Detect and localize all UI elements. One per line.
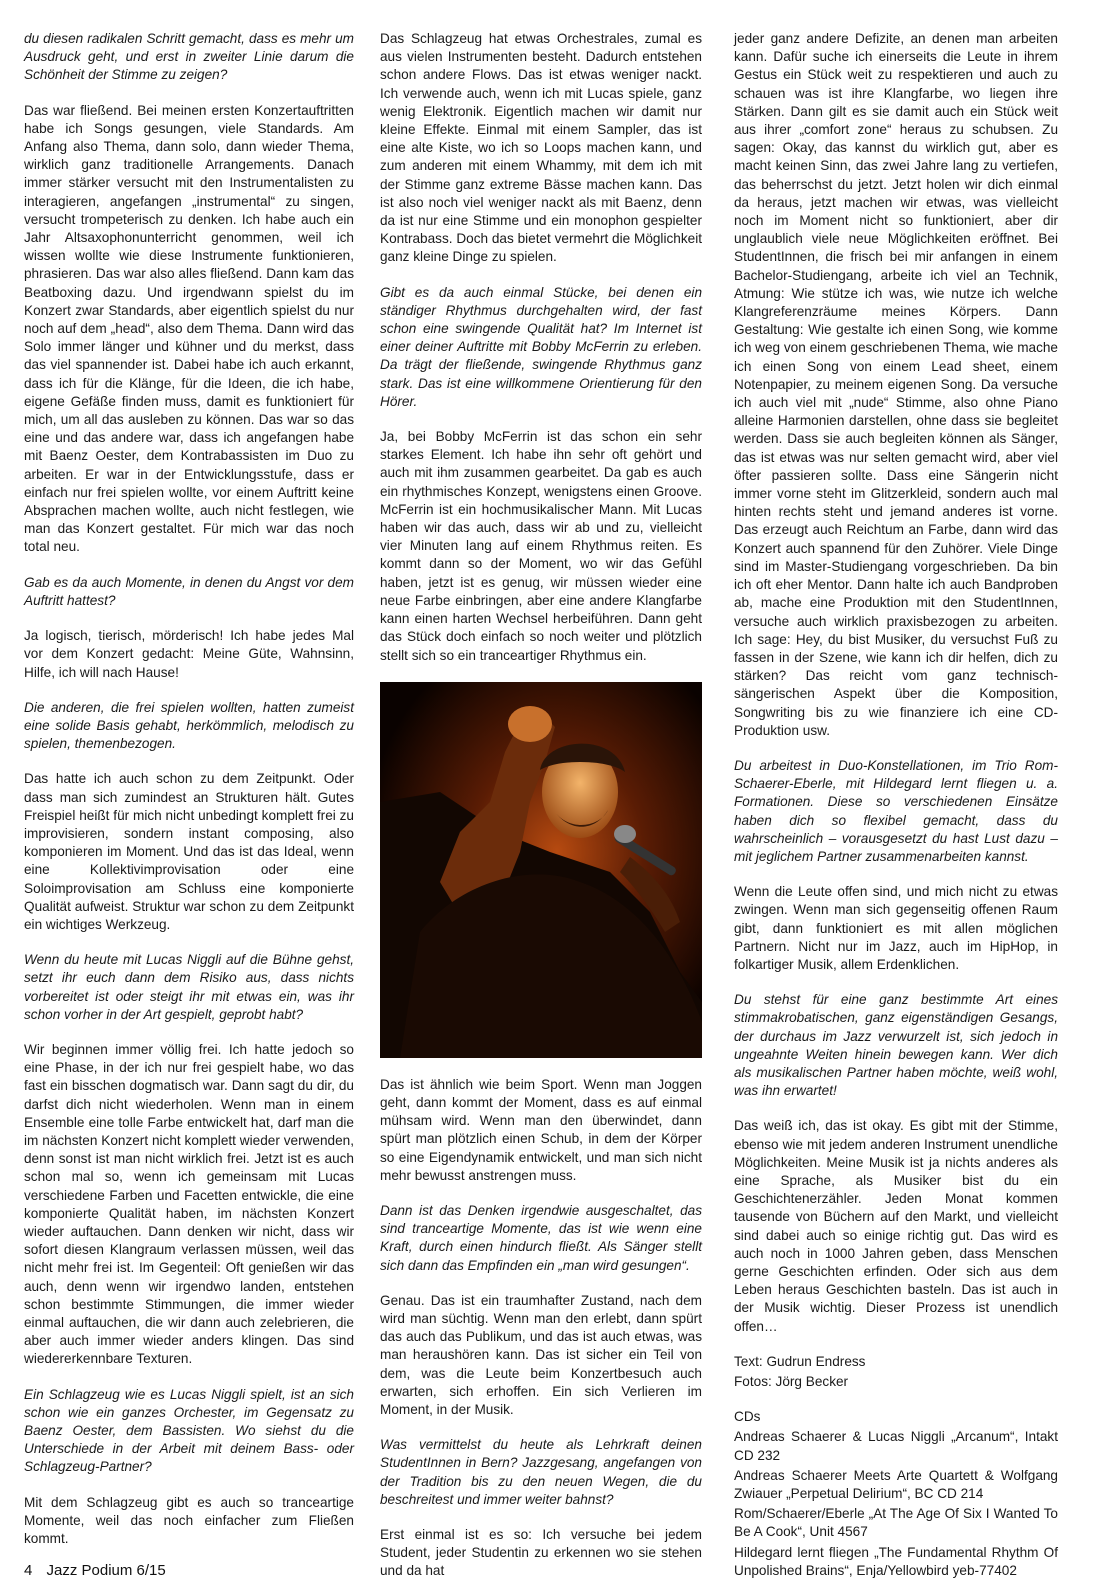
- question: Ein Schlagzeug wie es Lucas Niggli spielt, ist an sich schon wie ein ganzes Orchester, im Gegensatz zu Baenz Oester, dem Bassisten. Wo siehst du die Unterschiede in der Arbeit mit deinem Bass- oder Schlagzeug-Partner?: [24, 1386, 354, 1475]
- question: Gibt es da auch einmal Stücke, bei denen ein ständiger Rhythmus durchgehalten wird, der fast schon eine swingende Qualität hat? Im Internet ist einer deiner Auftritte mit Bobby McFerrin zu erleben. Da trägt der fließende, swingende Rhythmus ganz stark. Das ist eine willkommene Orientierung für den Hörer.: [380, 284, 702, 409]
- answer: Wenn die Leute offen sind, und mich nicht zu etwas zwingen. Wenn man sich gegenseitig offenen Raum gibt, dann funktioniert es mit allen möglichen Partnern. Nicht nur im Jazz, auch im HipHop, in folkartiger Musik, allem Erdenklichen.: [734, 884, 1058, 972]
- answer: Genau. Das ist ein traumhafter Zustand, nach dem wird man süchtig. Wenn man den erlebt, dann spürt das auch das Publikum, und das ist auch etwas, was man heraushören kann. Das ist sicher ein Teil von dem, was die Leute beim Konzertbesuch auch erwarten, sich erhoffen. Ein sich Verlieren im Moment, in der Musik.: [380, 1292, 702, 1417]
- answer: Das Schlagzeug hat etwas Orchestrales, zumal es aus vielen Instrumenten besteht. Dadurch entstehen schon andere Flows. Das ist etwas weniger nackt. Ich verwende auch, wenn ich mit Lucas spiele, ganz wenig Elektronik. Eigentlich machen wir damit nur kleine Effekte. Einmal mit einem Sampler, das ist eine alte Kiste, wo ich so Loops machen kann, und zum anderen mit einem Whammy, mit dem ich mit der Stimme ganz extreme Bässe machen kann. Das ist also noch viel weniger nackt als mit Baenz, denn da ist nur eine Stimme und ein monophon gespielter Kontrabass. Doch das bietet vermehrt die Möglichkeit ganz kleine Dinge zu spielen.: [380, 31, 702, 265]
- answer: jeder ganz andere Defizite, an denen man arbeiten kann. Dafür suche ich einerseits die Leute in ihrem Gestus ein Stück weit zu respektieren und auch zu schauen was ist ihre Klangfarbe, wo liegen ihre Stärken. Dann gilt es sie damit auch ein Stück weit aus ihrer „comfort zone“ heraus zu schubsen. Zu sagen: Okay, das kannst du wirklich gut, aber es macht keinen Sinn, das zwei Jahre lang zu vertiefen, das beherrschst du jetzt. Jetzt holen wir dich einmal da heraus, jetzt machen wir etwas, was vielleicht noch im Moment nicht so funktioniert, aber dir unglaublich viele neue Möglichkeiten eröffnet. Bei StudentInnen, die frisch bei mir anfangen in einem Bachelor-Studiengang, arbeite ich viel an Technik, Atmung: Wie stütze ich was, wie nutze ich welche Klangreferenzräume meines Körpers. Dann Gestaltung: Wie gestalte ich einen Song, wie komme ich weg von einem geschriebenen Thema, wie mache ich einen Song von einem Lead sheet, einem Notenpapier, zu meinem eigenen Song. Da versuche ich auch viel mit „nude“ Stimme, also ohne Piano alleine Harmonien darstellen, ohne dass sie begleitet werden. Dass sie auch begleiten können als Sänger, das ist etwas was nur selten gemacht wird, aber viel öfter passieren sollte. Dass eine Sängerin nicht immer vorne steht im Glitzerkleid, sondern auch mal hinten rechts steht und jemand anderes ist vorne. Das erzeugt auch Reichtum an Farbe, dann wird das Konzert auch spannend für den Zuhörer. Viele Dinge sind im Master-Studiengang vorgeschrieben. Da bin ich oft eher Mentor. Dann halte ich auch Bandproben ab, mache eine Produktion mit den StudentInnen, versuche auch wirklich praxisbezogen zu arbeiten. Ich sage: Hey, du bist Musiker, du versuchst Fuß zu fassen in der Szene, wie kann ich dir helfen, dich zu stärken? Das reicht vom ganz technisch-sängerischen Aspekt über die Komposition, Songwriting bis zu wie finanziere ich eine CD-Produktion usw.: [734, 31, 1058, 738]
- cd-item: Andreas Schaerer Meets Arte Quartett & Wolfgang Zwiauer „Perpetual Delirium“, BC CD 214: [734, 1467, 1058, 1502]
- column-left: [24, 30, 354, 1547]
- answer: Das weiß ich, das ist okay. Es gibt mit der Stimme, ebenso wie mit jedem anderen Instrument unendliche Möglichkeiten. Meine Musik ist ja nichts anderes als eine Sprache, als Musiker bist du ein Geschichtenerzähler. Jeden Monat kommen tausende von Büchern auf den Markt, und vielleicht sind dabei auch so einige richtig gut. Das wird es auch noch in 1000 Jahren geben, dass Menschen gerne Geschichten erfinden. Oder sich aus dem Leben heraus Geschichten basteln. Das ist auch in der Musik wichtig. Dieser Prozess ist unendlich offen…: [734, 1118, 1058, 1334]
- question: Du stehst für eine ganz bestimmte Art eines stimmakrobatischen, ganz eigenständigen Gesangs, der durchaus im Jazz verwurzelt ist, sich jedoch in ungeahnte Weiten hinein bewegen kann. Wer dich als musikalischen Partner haben möchte, weiß wohl, was ihn erwartet!: [734, 992, 1058, 1099]
- question: Was vermittelst du heute als Lehrkraft deinen StudentInnen in Bern? Jazzgesang, angefangen von der Tradition bis zu den neuen Wegen, die du beschreitest und immer weiter bahnst?: [380, 1437, 702, 1507]
- answer: Ja, bei Bobby McFerrin ist das schon ein sehr starkes Element. Ich habe ihn sehr oft gehört und auch mit ihm zusammen gearbeitet. Da gab es auch ein rhythmisches Konzept, wenigstens einen Groove. McFerrin ist ein hochmusikalischer Mann. Mit Lucas haben wir das auch, dass wir ab und zu, vielleicht vier Minuten lang auf einem Rhythmus reiten. Es kommt dann so der Moment, wo wir das Gefühl haben, jetzt ist es genug, wir müssen wieder eine neue Farbe einbringen, aber eine andere Klangfarbe kann einen harten Wechsel herbeiführen. Dann geht das Stück doch einfach so noch weiter und plötzlich stellt sich so ein tranceartiger Rhythmus ein.: [380, 429, 702, 663]
- cd-item: Hildegard lernt fliegen „The Fundamental Rhythm Of Unpolished Brains“, Enja/Yellowbird yeb-77402: [734, 1544, 1058, 1578]
- page-footer: [24, 1562, 166, 1580]
- credit-text: Text: Gudrun Endress: [734, 1353, 866, 1369]
- singer-with-microphone-photo: [380, 682, 702, 1058]
- cds-heading: CDs: [734, 1409, 761, 1425]
- question: Gab es da auch Momente, in denen du Angst vor dem Auftritt hattest?: [24, 574, 354, 608]
- question: Du arbeitest in Duo-Konstellationen, im Trio Rom-Schaerer-Eberle, mit Hildegard lernt fliegen u. a. Formationen. Diese so verschiedenen Einsätze haben dich so flexibel gemacht, dass du wahrscheinlich – vorausgesetzt du hast Lust dazu – mit jeglichem Partner zusammenarbeiten kannst.: [734, 757, 1058, 864]
- column-right: [734, 30, 1058, 1578]
- answer: Ja logisch, tierisch, mörderisch! Ich habe jedes Mal vor dem Konzert gedacht: Meine Güte, Wahnsinn, Hilfe, ich will nach Hause!: [24, 628, 354, 680]
- magazine-issue: Jazz Podium 6/15: [46, 1562, 166, 1579]
- answer: Wir beginnen immer völlig frei. Ich hatte jedoch so eine Phase, in der ich nur frei gespielt habe, wo das fast ein bisschen dogmatisch war. Dann sagt du dir, du darfst dich nicht wiederholen. Wenn man in einem Ensemble eine tolle Farbe entwickelt hat, darf man die im nächsten Konzert nicht komplett wieder verwenden, denn sonst ist man nicht wirklich frei. Jetzt ist es auch schon mal so, wenn ich gemeinsam mit Lucas verschiedene Farben und Facetten entwickle, die eine komponierte Qualität haben, im nächsten Konzert wieder auftauchen. Dann denken wir nicht, dass wir sofort diesen Klangraum verlassen müssen, weil das nicht mehr frei ist. Im Gegenteil: Oft genießen wir das auch, denn wenn wir irgendwo landen, entstehen schon bestimmte Stimmungen, die immer wieder einmal auftauchen, die wir dann auch zelebrieren, die aber auch immer wieder anders klingen. Das sind wiedererkennbare Texturen.: [24, 1041, 354, 1367]
- question: Die anderen, die frei spielen wollten, hatten zumeist eine solide Basis gehabt, herkömmlich, melodisch zu spielen, themenbezogen.: [24, 699, 354, 752]
- answer: Das war fließend. Bei meinen ersten Konzertauftritten habe ich Songs gesungen, viele Standards. Am Anfang also Thema, dann solo, dann wieder Thema, wirklich ganz traditionelle Arrangements. Danach immer stärker versucht mit den Instrumentalisten zu interagieren, angefangen „instrumental“ zu singen, versucht trompeterisch zu denken. Ich habe auch ein Jahr Altsaxophonunterricht genommen, weil ich wissen wollte wie diese Instrumente funktionieren, phrasieren. Das war also alles fließend. Dann kam das Beatboxing dazu. Und irgendwann spielst du im Konzert zwar Standards, aber eigentlich spielst du nur noch auf dem „head“, also dem Thema. Dann wird das Solo immer länger und kühner und du merkst, dass das viel spannender ist. Dabei habe ich auch erkannt, dass ich für die Klänge, für die Ideen, die ich habe, eigene Gefäße finden muss, damit es funktioniert für mich, um all das ausleben zu können. Das war so das eine und das andere war, dass ich angefangen habe mit Baenz Oester, dem Kontrabassisten im Duo zu arbeiten. Er war in der Entwicklungsstufe, dass er einfach nur frei spielen wollte, vor einem Auftritt keine Absprachen machen wollte, auch nicht festlegen, wie man das Konzert gestaltet. Für mich war das noch total neu.: [24, 102, 354, 555]
- answer: Mit dem Schlagzeug gibt es auch so tranceartige Momente, weil das noch einfacher zum Fließen kommt.: [24, 1494, 354, 1547]
- cd-item: Rom/Schaerer/Eberle „At The Age Of Six I Wanted To Be A Cook“, Unit 4567: [734, 1506, 1058, 1540]
- answer: Erst einmal ist es so: Ich versuche bei jedem Student, jeder Studentin zu erkennen wo sie stehen und da hat: [380, 1526, 702, 1579]
- cd-item: Andreas Schaerer & Lucas Niggli „Arcanum“, Intakt CD 232: [734, 1429, 1058, 1463]
- question: Dann ist das Denken irgendwie ausgeschaltet, das sind tranceartige Momente, das ist wie wenn eine Kraft, durch einen hindurch fließt. Als Sänger stellt sich dann das Empfinden ein „man wird gesungen“.: [380, 1202, 702, 1273]
- question: du diesen radikalen Schritt gemacht, dass es mehr um Ausdruck geht, und erst in zweiter Linie darum die Schönheit der Stimme zu zeigen?: [24, 31, 354, 83]
- column-middle: [380, 30, 702, 1579]
- answer: Das ist ähnlich wie beim Sport. Wenn man Joggen geht, dann kommt der Moment, dass es auf einmal mühsam wird. Wenn man den überwindet, dann spürt man plötzlich einen Schub, in dem der Körper so eine Eigendynamik entwickelt, und man sich nicht mehr bewusst anstrengen muss.: [380, 1076, 702, 1183]
- photo-illustration: [380, 682, 702, 1058]
- page-number: 4: [24, 1562, 33, 1579]
- question: Wenn du heute mit Lucas Niggli auf die Bühne gehst, setzt ihr euch dann dem Risiko aus, dass nichts vorbereitet ist oder steigt ihr mit etwas ein, was ihr schon vorher in der Art gespielt, geprobt habt?: [24, 952, 354, 1022]
- credit-photos: Fotos: Jörg Becker: [734, 1374, 849, 1390]
- answer: Das hatte ich auch schon zu dem Zeitpunkt. Oder dass man sich zumindest an Strukturen hält. Gutes Freispiel heißt für mich nicht unbedingt komplett frei zu improvisieren, sondern instant composing, also komponieren im Moment. Und das ist das Ideal, wenn eine Kollektivimprovisation oder eine Soloimprovisation am Schluss eine komponierte Qualität aufweist. Struktur war schon zu dem Zeitpunkt ein wichtiges Werkzeug.: [24, 771, 354, 932]
